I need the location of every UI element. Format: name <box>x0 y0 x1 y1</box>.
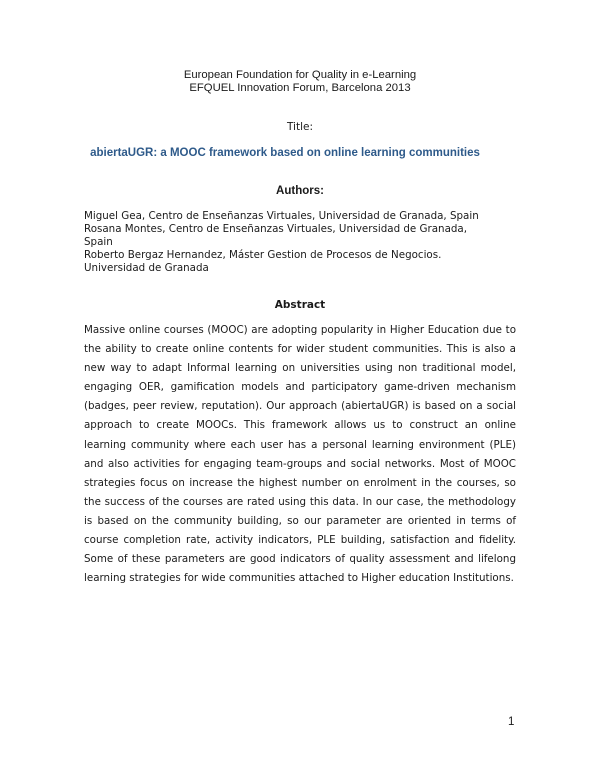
title-label: Title: <box>286 121 314 133</box>
authors-list <box>84 210 504 275</box>
author-line: Spain <box>84 236 113 248</box>
abstract-heading: Abstract <box>274 299 326 311</box>
author-line: Rosana Montes, Centro de Enseñanzas Virtuales, Universidad de Granada, <box>84 223 468 235</box>
author-line: Roberto Bergaz Hernandez, Máster Gestion de Procesos de Negocios. <box>84 249 442 261</box>
authors-heading: Authors: <box>276 185 324 197</box>
forum-location: EFQUEL Innovation Forum, Barcelona 2013 <box>189 82 411 94</box>
paper-title: abiertaUGR: a MOOC framework based on online learning communities <box>90 147 480 159</box>
author-line: Universidad de Granada <box>84 262 209 274</box>
page-number: 1 <box>508 716 515 728</box>
conference-name: European Foundation for Quality in e-Learning <box>183 69 417 81</box>
author-line: Miguel Gea, Centro de Enseñanzas Virtuales, Universidad de Granada, Spain <box>84 210 479 222</box>
abstract-body: Massive online courses (MOOC) are adopting popularity in Higher Education due to the ability to create online contents for wider student communities. This is also a new way to adapt Informal learning on universities using non traditional model, engaging OER, gamification models and participatory game-driven mechanism (badges, peer review, reputation). Our approach (abiertaUGR) is based on a social approach to create MOOCs. This framework allows us to construct an online learning community where each user has a personal learning environment (PLE) and also activities for engaging team-groups and social networks. Most of MOOC strategies focus on increase the highest number on enrolment in the courses, so the success of the courses are rated using this data. In our case, the methodology is based on the community building, so our parameter are oriented in terms of course completion rate, activity indicators, PLE building, satisfaction and fidelity. Some of these parameters are good indicators of quality assessment and lifelong learning strategies for wide communities attached to Higher education Institutions. <box>84 324 516 585</box>
